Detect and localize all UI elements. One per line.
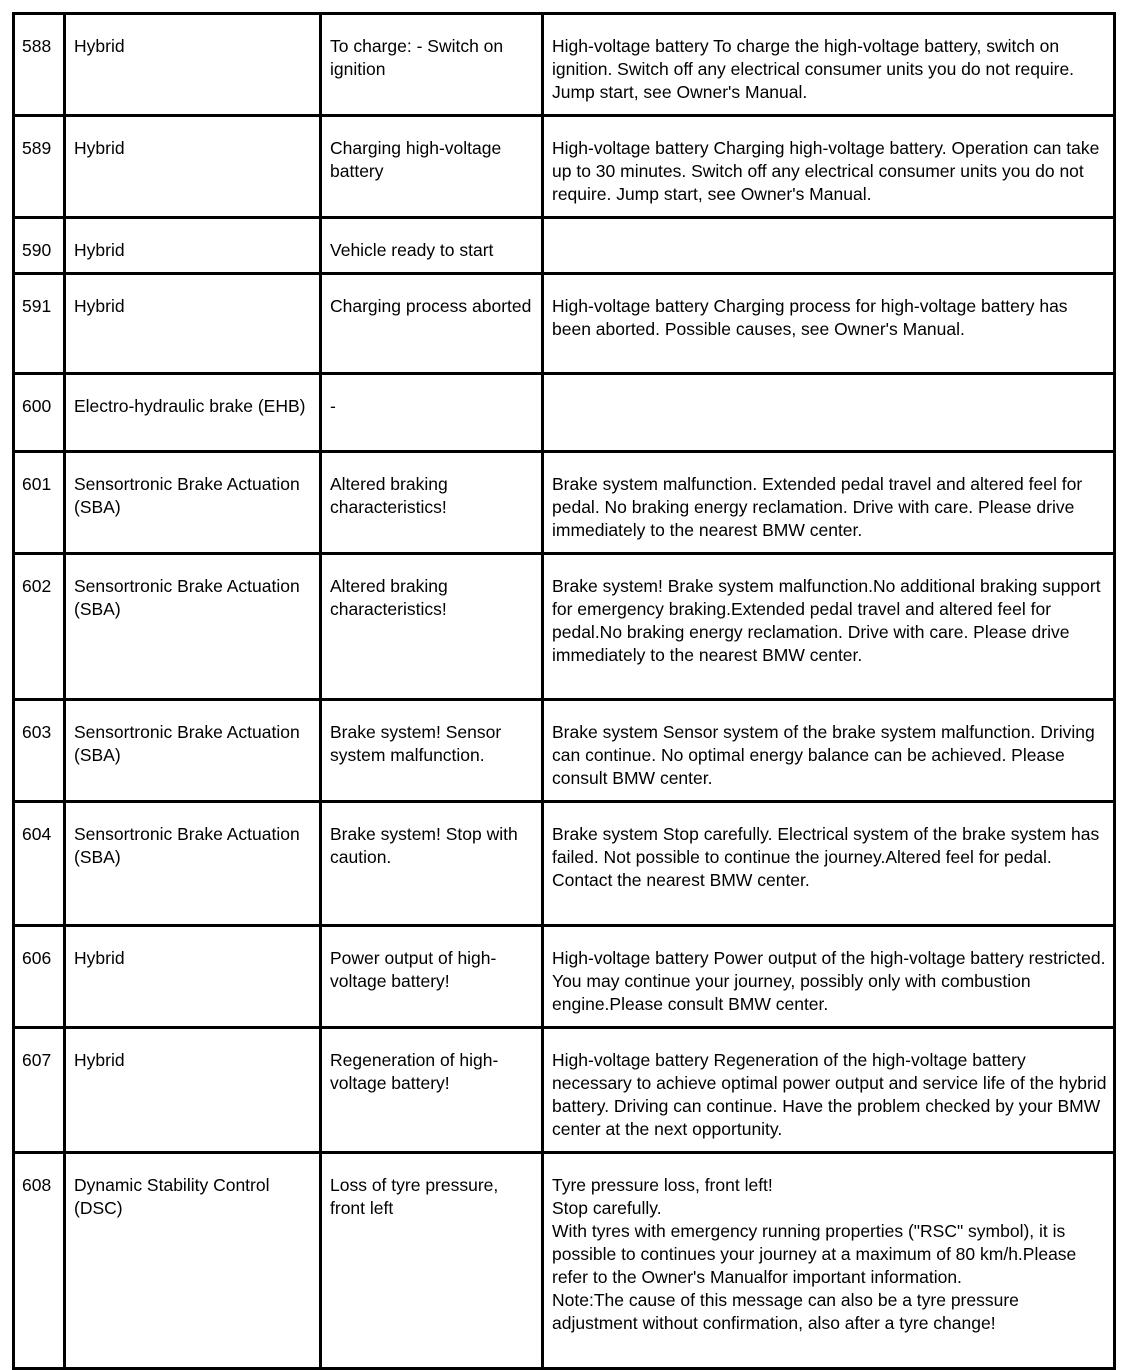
- description-line: Brake system Stop carefully. Electrical system of the brake system has failed. Not possible to continue the journey.Altered feel for pedal. Contact the nearest BMW center.: [552, 824, 1100, 890]
- message-description: [543, 274, 1115, 374]
- table-row: [14, 926, 1115, 1028]
- description-line: Tyre pressure loss, front left!: [552, 1175, 773, 1195]
- message-description: [543, 554, 1115, 700]
- message-description: [543, 926, 1115, 1028]
- message-text: Regeneration of high-voltage battery!: [321, 1028, 543, 1153]
- message-number: 606: [14, 926, 65, 1028]
- table-row: [14, 14, 1115, 116]
- description-line: With tyres with emergency running properties ("RSC" symbol), it is possible to continues your journey at a maximum of 80 km/h.Please refer to the Owner's Manualfor important information.: [552, 1221, 1077, 1287]
- message-number: 601: [14, 452, 65, 554]
- description-line: Stop carefully.: [552, 1198, 662, 1218]
- message-number: 590: [14, 218, 65, 274]
- system-name: Hybrid: [65, 116, 321, 218]
- system-name: Electro-hydraulic brake (EHB): [65, 374, 321, 452]
- message-number: 604: [14, 802, 65, 926]
- system-name: Hybrid: [65, 274, 321, 374]
- message-number: 591: [14, 274, 65, 374]
- description-line: High-voltage battery Power output of the high-voltage battery restricted. You may continue your journey, possibly only with combustion engine.Please consult BMW center.: [552, 948, 1106, 1014]
- message-number: 607: [14, 1028, 65, 1153]
- system-name: Sensortronic Brake Actuation (SBA): [65, 554, 321, 700]
- table-row: [14, 452, 1115, 554]
- message-text: -: [321, 374, 543, 452]
- system-name: Sensortronic Brake Actuation (SBA): [65, 452, 321, 554]
- description-line: High-voltage battery Charging high-voltage battery. Operation can take up to 30 minutes. Switch off any electrical consumer units you do not require. Jump start, see Owner's Manual.: [552, 138, 1100, 204]
- message-text: Charging process aborted: [321, 274, 543, 374]
- description-line: Brake system malfunction. Extended pedal travel and altered feel for pedal. No braking energy reclamation. Drive with care. Please drive immediately to the nearest BMW center.: [552, 474, 1083, 540]
- description-line: Note:The cause of this message can also be a tyre pressure adjustment without confirmation, also after a tyre change!: [552, 1290, 1019, 1333]
- message-text: Loss of tyre pressure, front left: [321, 1153, 543, 1369]
- system-name: Hybrid: [65, 14, 321, 116]
- table-row: [14, 1028, 1115, 1153]
- message-description: [543, 116, 1115, 218]
- message-number: 600: [14, 374, 65, 452]
- system-name: Hybrid: [65, 1028, 321, 1153]
- system-name: Sensortronic Brake Actuation (SBA): [65, 700, 321, 802]
- message-description: [543, 1028, 1115, 1153]
- message-description: [543, 700, 1115, 802]
- table-row: [14, 554, 1115, 700]
- table-row: [14, 374, 1115, 452]
- system-name: Dynamic Stability Control (DSC): [65, 1153, 321, 1369]
- system-name: Sensortronic Brake Actuation (SBA): [65, 802, 321, 926]
- description-line: High-voltage battery Charging process for high-voltage battery has been aborted. Possible causes, see Owner's Manual.: [552, 296, 1068, 339]
- message-number: 588: [14, 14, 65, 116]
- message-description: [543, 802, 1115, 926]
- message-text: Brake system! Sensor system malfunction.: [321, 700, 543, 802]
- message-text: Brake system! Stop with caution.: [321, 802, 543, 926]
- description-line: Brake system Sensor system of the brake system malfunction. Driving can continue. No optimal energy balance can be achieved. Please consult BMW center.: [552, 722, 1095, 788]
- table-row: [14, 1153, 1115, 1369]
- message-description: [543, 374, 1115, 452]
- message-text: Vehicle ready to start: [321, 218, 543, 274]
- message-text: Altered braking characteristics!: [321, 452, 543, 554]
- system-name: Hybrid: [65, 926, 321, 1028]
- table-body: [14, 14, 1115, 1369]
- description-line: High-voltage battery Regeneration of the high-voltage battery necessary to achieve optimal power output and service life of the hybrid battery. Driving can continue. Have the problem checked by your BMW center at the next opportunity.: [552, 1050, 1107, 1139]
- message-description: [543, 14, 1115, 116]
- message-description: [543, 218, 1115, 274]
- system-name: Hybrid: [65, 218, 321, 274]
- message-number: 602: [14, 554, 65, 700]
- check-control-messages-table: [12, 12, 1116, 1370]
- table-row: [14, 700, 1115, 802]
- message-number: 608: [14, 1153, 65, 1369]
- message-text: Altered braking characteristics!: [321, 554, 543, 700]
- description-line: Brake system! Brake system malfunction.No additional braking support for emergency braking.Extended pedal travel and altered feel for pedal.No braking energy reclamation. Drive with care. Please drive immediately to the nearest BMW center.: [552, 576, 1101, 665]
- table-row: [14, 274, 1115, 374]
- table-row: [14, 218, 1115, 274]
- message-text: To charge: - Switch on ignition: [321, 14, 543, 116]
- message-description: [543, 452, 1115, 554]
- table-row: [14, 802, 1115, 926]
- table-row: [14, 116, 1115, 218]
- message-text: Power output of high-voltage battery!: [321, 926, 543, 1028]
- message-number: 603: [14, 700, 65, 802]
- message-description: [543, 1153, 1115, 1369]
- message-text: Charging high-voltage battery: [321, 116, 543, 218]
- message-number: 589: [14, 116, 65, 218]
- description-line: High-voltage battery To charge the high-voltage battery, switch on ignition. Switch off any electrical consumer units you do not require. Jump start, see Owner's Manual.: [552, 36, 1075, 102]
